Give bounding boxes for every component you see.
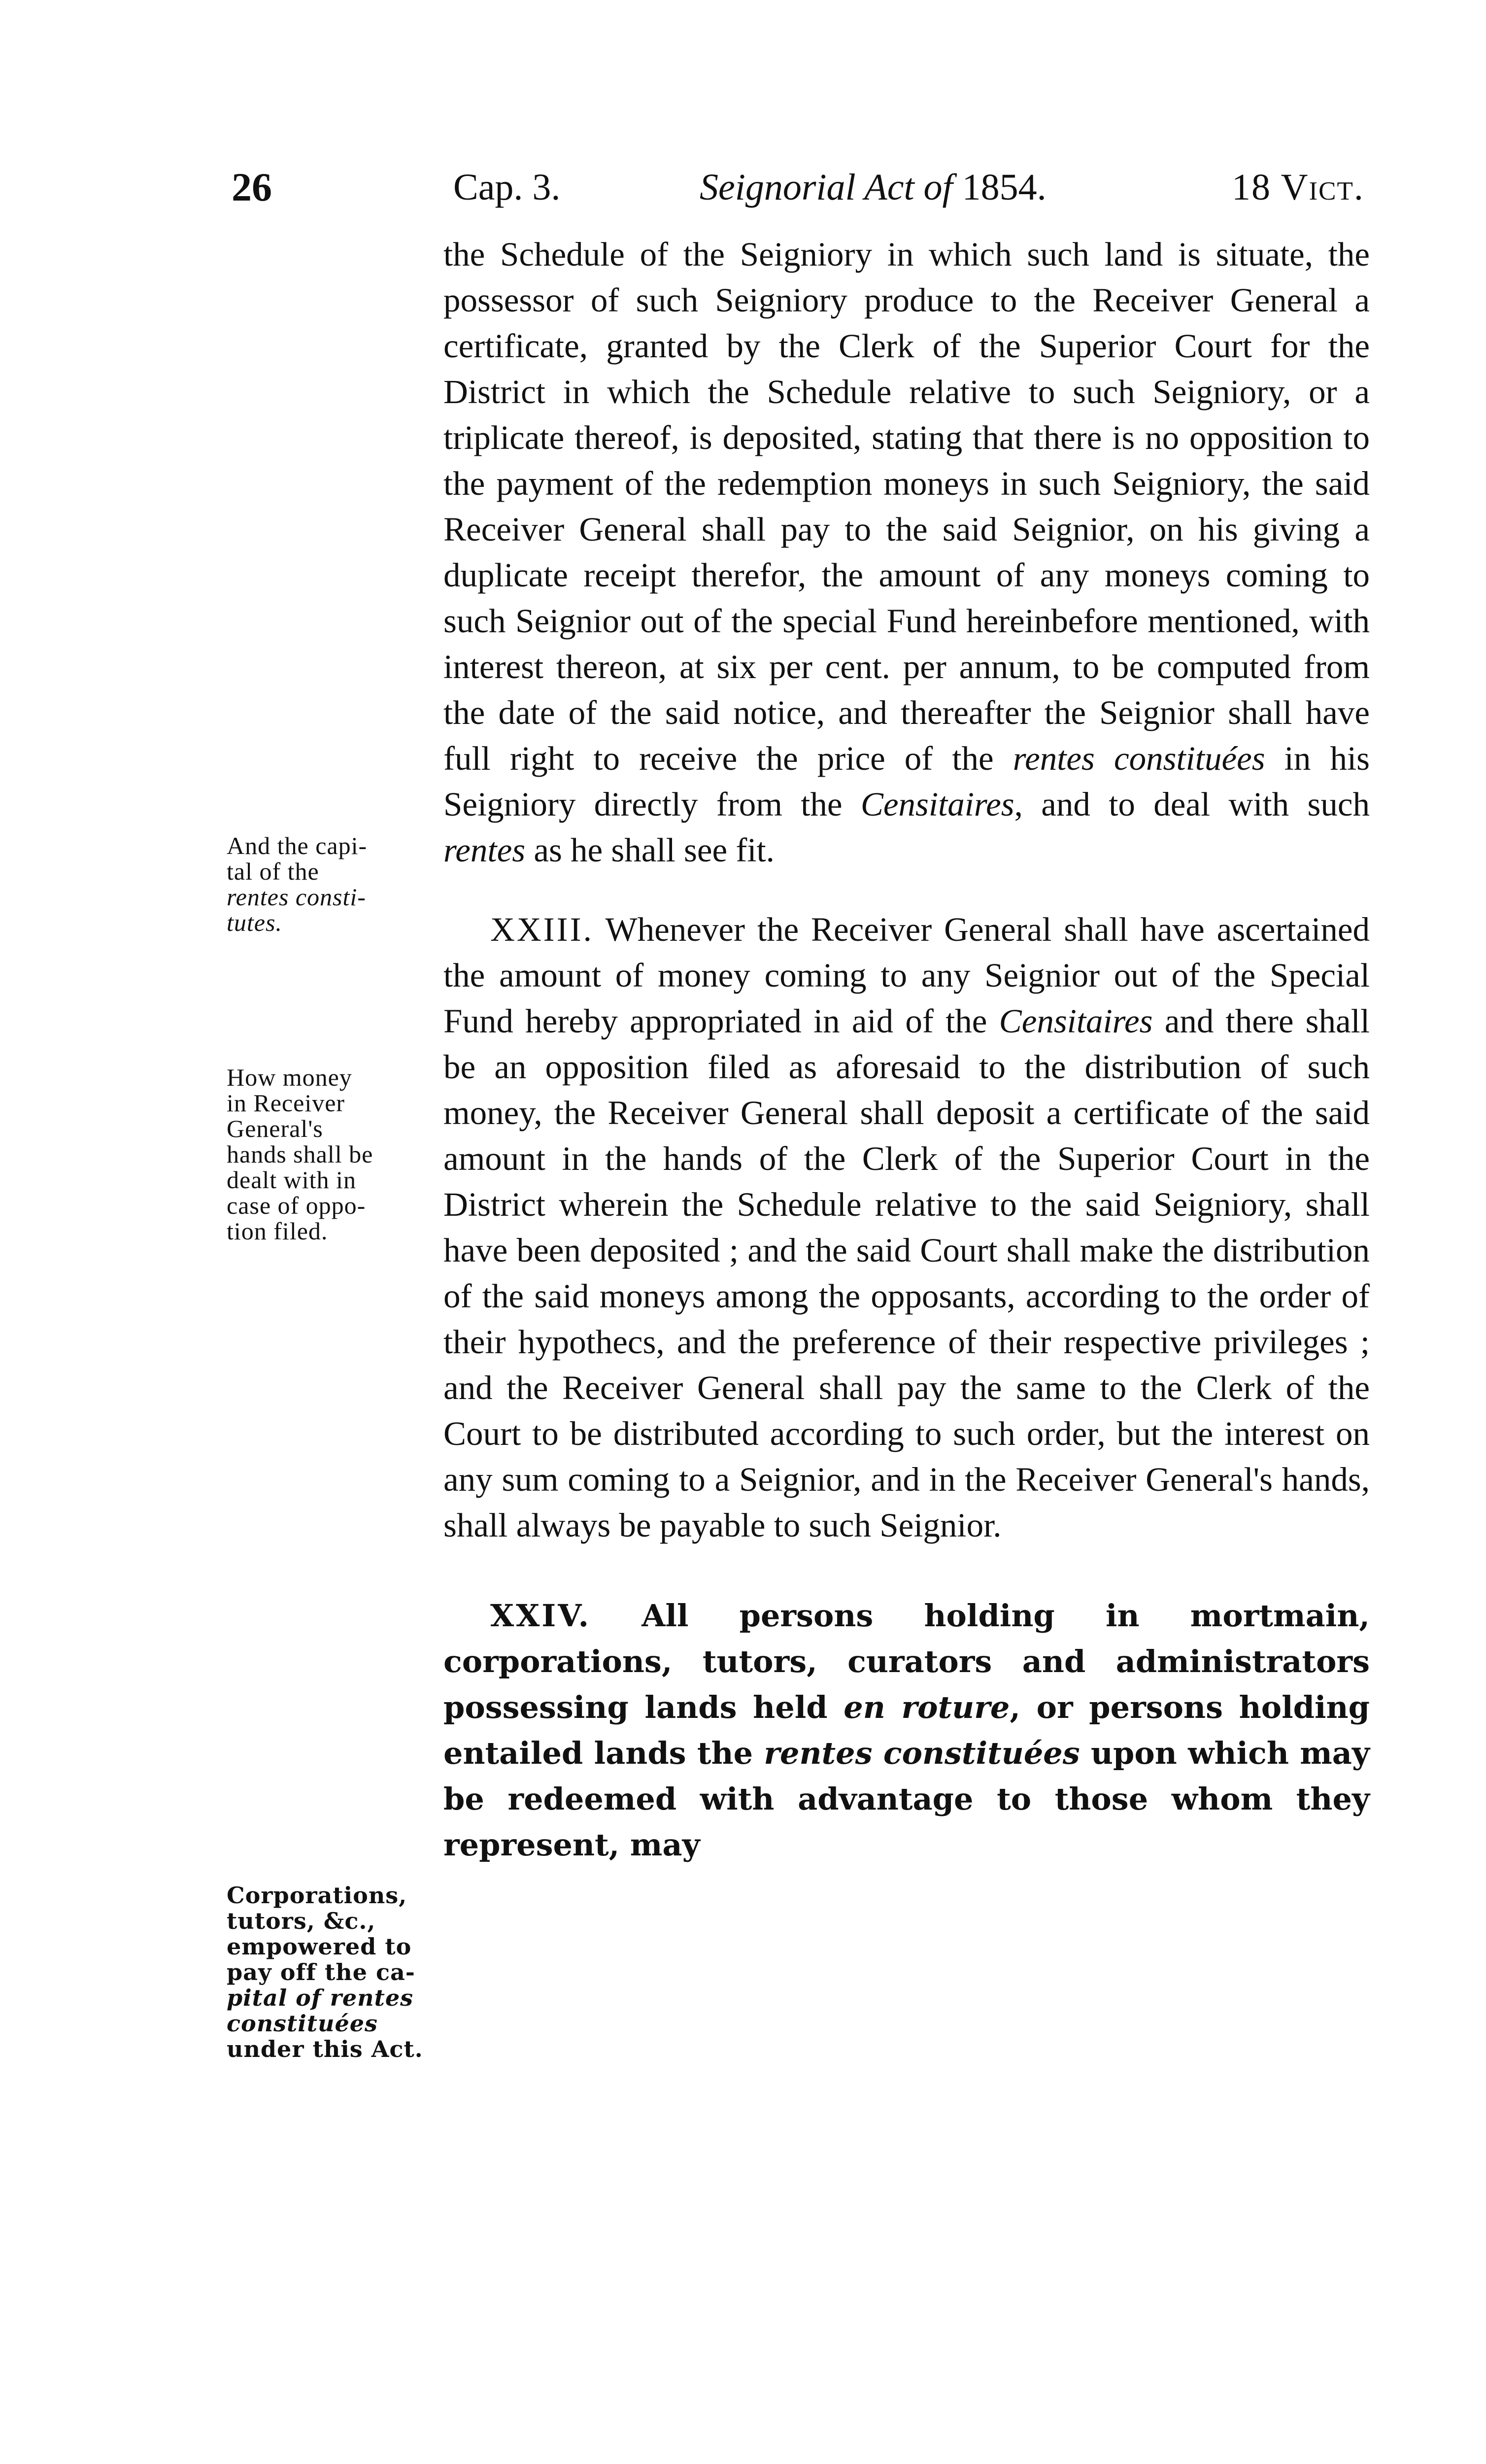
italic-term: Censitaires [999,1002,1153,1040]
margin-note-line: tutors, &c., [227,1908,376,1934]
margin-note-capital [227,833,434,935]
margin-note-line [227,884,434,910]
margin-note-italic: constituées [227,2010,378,2037]
paragraph-text: , and to deal with such [1014,786,1370,823]
section-numeral: XXIII. [490,911,594,948]
margin-note-line: case of oppo- [227,1192,366,1219]
paragraph-text: , or persons holding entailed lands the [443,1689,1370,1771]
section-xxiv [443,1593,1370,1868]
margin-note-line: How money [227,1063,352,1091]
main-text-column [443,232,1370,1868]
italic-term: en roture [844,1689,1010,1725]
margin-note-line: And the capi- [227,832,368,859]
running-header [0,163,1486,212]
margin-note-line [227,1985,434,2011]
paragraph-text: All persons holding in mortmain, corporations, tutors, curators and administrators possessing lands held [443,1598,1370,1725]
margin-note-money [227,1064,434,1244]
italic-term: Censitaires [860,786,1014,823]
margin-note-line [227,2011,434,2036]
margin-note-line: pay off the ca- [227,1959,415,1985]
act-title-italic: Seignorial Act of [700,167,953,208]
paragraph-text: the Schedule of the Seigniory in which such land is situate, the possessor of such Seigniory produce to the Receiver General a certificate, granted by the Clerk of the Superior Court for the District in which the Schedule relative to such Seigniory, or a triplicate thereof, is deposited, stating that there is no opposition to the payment of the redemption moneys in such Seigniory, the said Receiver General shall pay to the said Seignior, on his giving a duplicate receipt therefor, the amount of any moneys coming to such Seignior out of the special Fund hereinbefore mentioned, with interest thereon, at six per cent. per annum, to be computed from the date of the said notice, and thereafter the Seignior shall have full right to receive the price of the [443,236,1370,777]
italic-term: rentes constituées [764,1735,1080,1771]
italic-term: rentes [443,831,526,869]
margin-note-italic: tutes. [227,909,282,936]
margin-note-line: hands shall be [227,1140,373,1168]
margin-note-line: tal of the [227,857,319,885]
margin-note-italic: rentes consti- [227,883,366,911]
margin-note-corporations [227,1882,434,2062]
act-title [700,163,1047,212]
paragraph-text: as he shall see fit. [525,831,775,869]
chapter-label: Cap. 3. [453,167,561,208]
margin-note-line: General's [227,1115,323,1142]
page-number: 26 [232,165,272,209]
margin-note-italic: pital of rentes [227,1985,414,2011]
margin-note-line: Corporations, [227,1882,407,1909]
regnal-year: 18 Vict. [1232,167,1364,208]
italic-term: rentes constituées [1013,740,1265,777]
margin-note-line [227,910,434,935]
margin-note-line: tion filed. [227,1217,328,1245]
paragraph-text: Whenever the Receiver General shall have ascertained the amount of money coming to any Seignior out of the Special Fund hereby appropriated in aid of the [443,911,1370,1040]
margin-note-line: dealt with in [227,1166,356,1194]
section-xxiii [443,907,1370,1548]
margin-note-line: under this Act. [227,2036,423,2062]
margin-note-line: empowered to [227,1933,412,1960]
paragraph-text: upon which may be redeemed with advantage to those whom they represent, may [443,1735,1370,1863]
act-year: 1854. [962,167,1047,208]
paragraph-text: and there shall be an opposition filed as aforesaid to the distribution of such money, the Receiver General shall deposit a certificate of the said amount in the hands of the Clerk of the Superior Court in the District wherein the Schedule relative to the said Seigniory, shall have been deposited ; and the said Court shall make the distribution of the said moneys among the opposants, according to the order of their hypothecs, and the preference of their respective privileges ; and the Receiver General shall pay the same to the Clerk of the Court to be distributed according to such order, but the interest on any sum coming to a Seignior, and in the Receiver General's hands, shall always be payable to such Seignior. [443,1002,1370,1544]
continued-paragraph [443,232,1370,873]
section-numeral: XXIV. [490,1598,591,1634]
margin-note-line: in Receiver [227,1089,345,1117]
paragraph-text: in his Seigniory directly from the [443,740,1370,823]
